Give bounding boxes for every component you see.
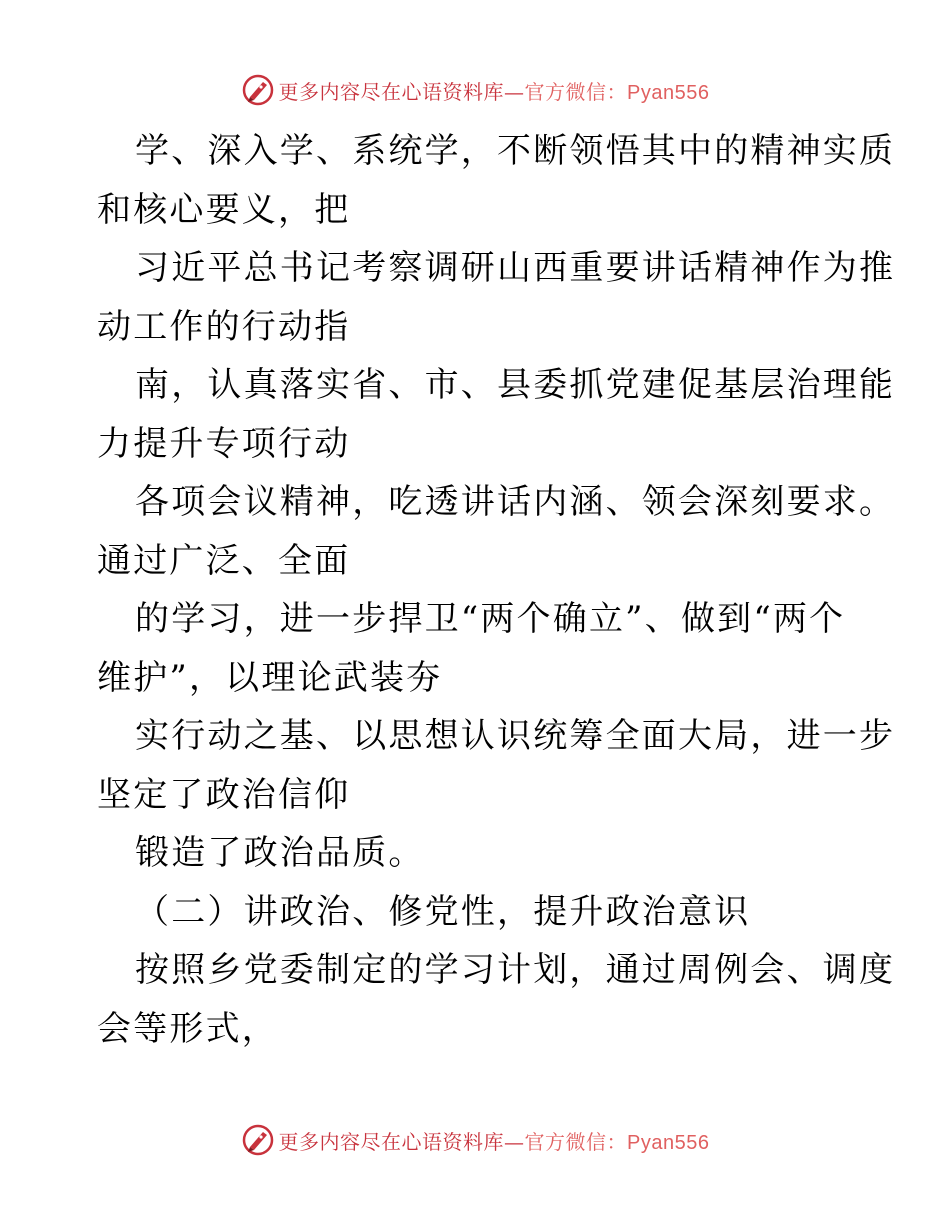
footer-banner-main: 更多内容尽在心语资料库	[278, 1129, 505, 1154]
footer-banner-dash: —	[504, 1129, 525, 1154]
footer-banner	[0, 1120, 950, 1160]
header-banner-wechat-label: 官方微信：	[524, 79, 628, 104]
body-line: 学、深入学、系统学，不断领悟其中的精神实质	[135, 131, 896, 171]
body-line: 通过广泛、全面	[97, 540, 351, 581]
body-line: 维护”，以理论武装夯	[97, 657, 443, 698]
footer-banner-wechat-id: Pyan556	[627, 1131, 710, 1154]
body-line: 的学习，进一步捍卫“两个确立”、做到“两个	[135, 599, 846, 639]
header-banner-main: 更多内容尽在心语资料库	[278, 79, 505, 104]
body-line: 会等形式，	[97, 1008, 278, 1049]
header-banner-text	[279, 76, 710, 105]
body-line: 各项会议精神，吃透讲话内涵、领会深刻要求。	[135, 482, 896, 522]
pen-logo-icon	[241, 73, 275, 107]
header-banner	[0, 70, 950, 110]
body-line: 南，认真落实省、市、县委抓党建促基层治理能	[135, 365, 896, 405]
body-line: 实行动之基、以思想认识统筹全面大局，进一步	[135, 716, 896, 756]
body-line: 和核心要义，把	[97, 189, 351, 230]
body-line: 按照乡党委制定的学习计划，通过周例会、调度	[135, 950, 896, 990]
section-heading: （二）讲政治、修党性，提升政治意识	[135, 891, 751, 932]
header-banner-wechat-id: Pyan556	[627, 81, 710, 104]
header-banner-dash: —	[504, 79, 525, 104]
body-line: 习近平总书记考察调研山西重要讲话精神作为推	[135, 248, 896, 288]
pen-logo-icon	[241, 1123, 275, 1157]
footer-banner-wechat-label: 官方微信：	[524, 1129, 628, 1154]
body-line: 力提升专项行动	[97, 423, 351, 464]
body-line: 动工作的行动指	[97, 306, 351, 347]
body-line: 锻造了政治品质。	[135, 833, 425, 873]
document-body	[97, 122, 896, 1058]
body-line: 坚定了政治信仰	[97, 774, 351, 815]
footer-banner-text	[279, 1126, 710, 1155]
